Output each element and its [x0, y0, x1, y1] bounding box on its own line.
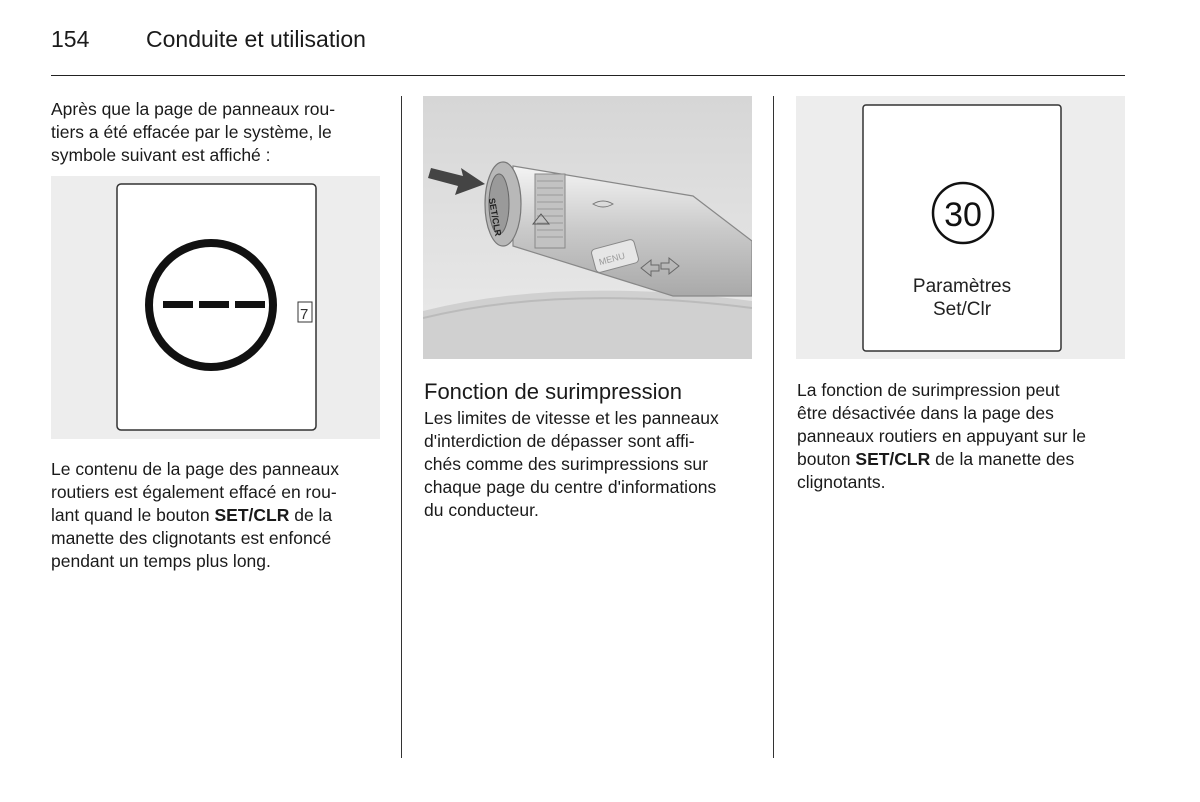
- button-name: SET/CLR: [855, 449, 931, 469]
- speed-limit-value: 30: [944, 196, 982, 234]
- text-line: bouton: [797, 449, 856, 469]
- section-title: Conduite et utilisation: [146, 26, 366, 52]
- text-line: chés comme des surimpressions sur: [424, 454, 708, 474]
- intro-paragraph: [51, 98, 391, 167]
- text-line: du conducteur.: [424, 500, 539, 520]
- text-line: tiers a été effacée par le système, le: [51, 122, 332, 142]
- cleared-symbol-figure: [51, 176, 380, 439]
- menu-label: MENU: [597, 250, 626, 268]
- disable-paragraph: [797, 379, 1127, 494]
- dash-mark: [163, 301, 193, 308]
- text-line: Le contenu de la page des panneaux: [51, 459, 340, 479]
- dashboard-surface: [423, 291, 752, 359]
- text-line: symbole suivant est affiché :: [51, 145, 271, 165]
- text-line: chaque page du centre d'informations: [424, 477, 717, 497]
- page-indicator-number: 7: [300, 306, 309, 323]
- column-separator: [773, 96, 774, 758]
- text-line: d'interdiction de dépasser sont affi-: [424, 431, 695, 451]
- text-line: pendant un temps plus long.: [51, 551, 271, 571]
- set-clr-label: Set/Clr: [932, 299, 992, 320]
- header-rule: [51, 75, 1125, 76]
- settings-label: Paramètres: [912, 276, 1012, 297]
- button-name: SET/CLR: [214, 505, 290, 525]
- turn-signal-stalk-illustration: [423, 96, 752, 359]
- text-line: être désactivée dans la page des: [797, 403, 1054, 423]
- text-line: panneaux routiers en appuyant sur le: [797, 426, 1086, 446]
- text-line: Après que la page de panneaux rou-: [51, 99, 336, 119]
- subsection-heading: Fonction de surimpression: [424, 379, 683, 404]
- column-separator: [401, 96, 402, 758]
- cleared-symbol-illustration: [51, 176, 380, 439]
- set-clr-label: SET/CLR: [486, 197, 504, 237]
- overlay-paragraph: [424, 407, 764, 522]
- text-line: de la: [289, 505, 333, 525]
- clear-paragraph: [51, 458, 391, 573]
- text-line: routiers est également effacé en rou-: [51, 482, 337, 502]
- page-number: 154: [51, 26, 90, 52]
- settings-display-illustration: [796, 96, 1125, 359]
- dash-mark: [199, 301, 229, 308]
- settings-figure: [796, 96, 1125, 359]
- text-line: clignotants.: [797, 472, 886, 492]
- stalk-figure: [423, 96, 752, 359]
- text-line: manette des clignotants est enfoncé: [51, 528, 332, 548]
- text-line: lant quand le bouton: [51, 505, 215, 525]
- text-line: La fonction de surimpression peut: [797, 380, 1060, 400]
- text-line: Les limites de vitesse et les panneaux: [424, 408, 719, 428]
- dash-mark: [235, 301, 265, 308]
- text-line: de la manette des: [930, 449, 1075, 469]
